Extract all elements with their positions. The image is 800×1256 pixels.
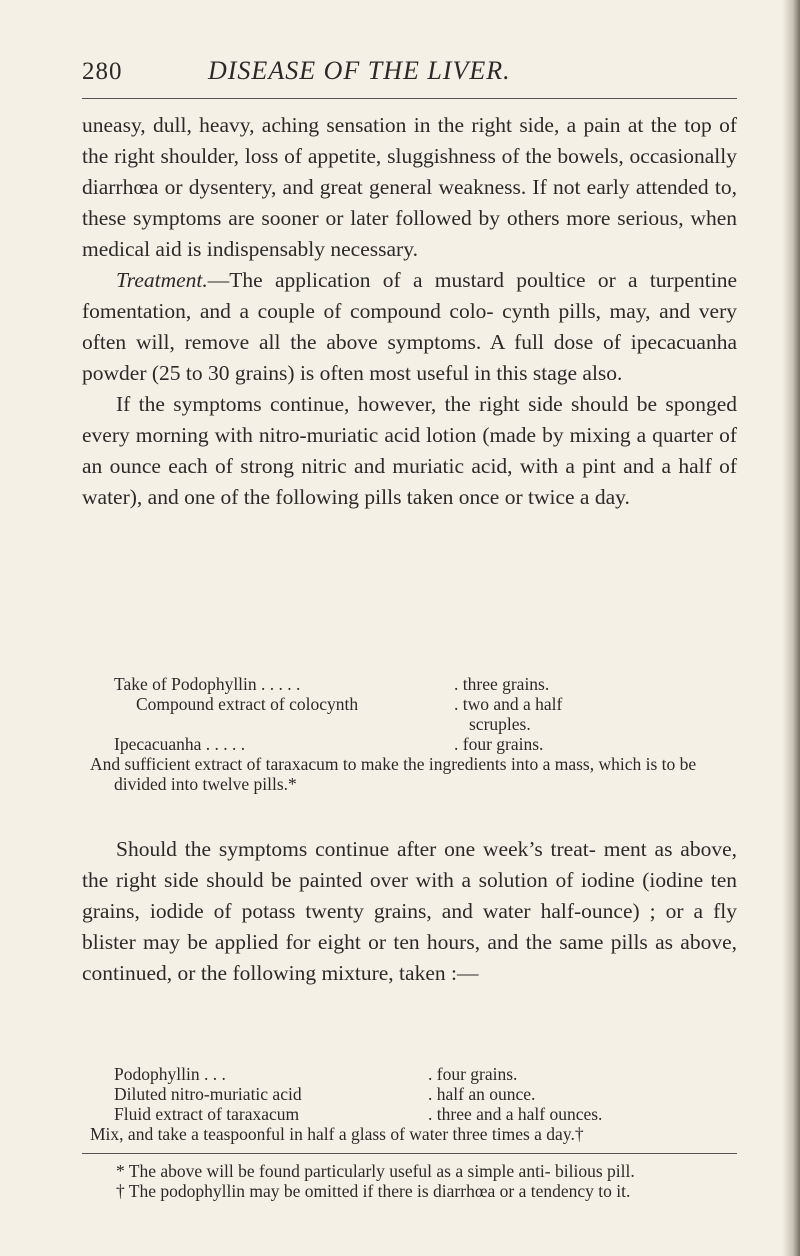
recipe-quantity: . half an ounce. <box>428 1084 536 1104</box>
recipe-note: And sufficient extract of taraxacum to make the ingredients into a mass, which is to be divided into twelve pills.* <box>90 754 697 794</box>
recipe-row <box>114 674 754 694</box>
mixture-recipe <box>90 1064 754 1144</box>
paragraph-treatment <box>82 265 737 389</box>
footnotes <box>82 1161 737 1201</box>
page-header <box>82 56 742 96</box>
recipe-quantity: . four grains. <box>428 1064 518 1084</box>
recipe-item: Compound extract of colocynth <box>136 694 359 714</box>
recipe-quantity: . four grains. <box>454 734 544 754</box>
running-head: DISEASE OF THE LIVER. <box>208 56 511 85</box>
recipe-row <box>114 1104 754 1124</box>
recipe-item: Diluted nitro-muriatic acid <box>114 1084 302 1104</box>
recipe-item: Take of Podophyllin . . . . . <box>114 674 301 694</box>
recipe-item: Fluid extract of taraxacum <box>114 1104 300 1124</box>
recipe-quantity: . two and a half <box>454 694 563 714</box>
recipe-row <box>114 694 754 714</box>
footnote-rule <box>82 1153 737 1154</box>
recipe-row <box>114 1084 754 1104</box>
footnote-dagger: † The podophyllin may be omitted if there is diarrhœa or a tendency to it. <box>116 1181 631 1201</box>
body-text-top <box>82 110 737 513</box>
paragraph-second-treatment: Should the symptoms continue after one week’s treat- ment as above, the right side should be painted over with a solution of iodine (iodine ten grains, iodide of potass twenty grains, and water half-ounce) ; or a fly blister may be applied for eight or ten hours, and the same pills as above, continued, or the following mixture, taken :— <box>82 837 737 985</box>
recipe-quantity: . three grains. <box>454 674 550 694</box>
recipe-item: Podophyllin . . . <box>114 1064 226 1084</box>
footnote-star: * The above will be found particularly useful as a simple anti- bilious pill. <box>116 1161 635 1181</box>
recipe-note: Mix, and take a teaspoonful in half a glass of water three times a day.† <box>90 1124 584 1144</box>
recipe-row <box>114 734 754 754</box>
pill-recipe <box>90 674 754 794</box>
paragraph-symptoms: uneasy, dull, heavy, aching sensation in the right side, a pain at the top of the right shoulder, loss of appetite, sluggishness of the bowels, occasionally diarrhœa or dysentery, and great general weakness. If not early attended to, these symptoms are sooner or later followed by others more serious, when medical aid is indispensably necessary. <box>82 113 737 261</box>
recipe-row <box>114 714 754 734</box>
page-number: 280 <box>82 58 123 85</box>
recipe-quantity: . three and a half ounces. <box>428 1104 603 1124</box>
header-rule <box>82 98 737 99</box>
treatment-text: —The application of a mustard poultice or a turpentine fomentation, and a couple of compound colo- cynth pills, may, and very often will, remove all the above symptoms. A full dose of ipecacuanha powder (25 to 30 grains) is often most useful in this stage also. <box>82 268 737 385</box>
page-edge-shadow <box>782 0 800 1256</box>
recipe-quantity: scruples. <box>469 714 531 734</box>
recipe-row <box>114 1064 754 1084</box>
recipe-item: Ipecacuanha . . . . . <box>114 734 246 754</box>
treatment-label: Treatment. <box>116 268 208 292</box>
paragraph-continue: If the symptoms continue, however, the right side should be sponged every morning with nitro-muriatic acid lotion (made by mixing a quarter of an ounce each of strong nitric and muriatic acid, with a pint and a half of water), and one of the following pills taken once or twice a day. <box>82 392 737 509</box>
body-text-middle <box>82 834 737 989</box>
